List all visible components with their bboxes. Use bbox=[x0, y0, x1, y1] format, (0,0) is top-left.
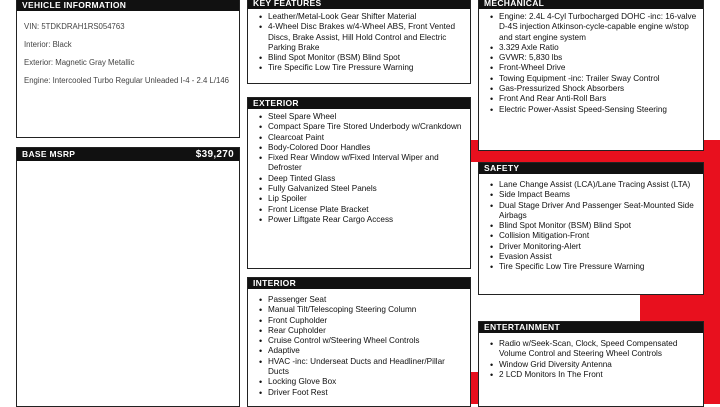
list-item: • Driver Monitoring-Alert bbox=[499, 242, 697, 252]
vin-text: VIN: 5TDKDRAH1RS054763 bbox=[24, 22, 125, 31]
key-features-title: KEY FEATURES bbox=[253, 0, 322, 8]
entertainment-panel bbox=[478, 321, 704, 407]
list-item: • Tire Specific Low Tire Pressure Warning bbox=[268, 63, 464, 73]
interior-header bbox=[248, 278, 470, 289]
list-item: • Tire Specific Low Tire Pressure Warning bbox=[499, 262, 697, 272]
mechanical-panel bbox=[478, 0, 704, 151]
vehicle-information-title: VEHICLE INFORMATION bbox=[22, 0, 127, 10]
interior-title: INTERIOR bbox=[253, 278, 297, 288]
list-item: • Adaptive bbox=[268, 346, 464, 356]
list-item: • Locking Glove Box bbox=[268, 377, 464, 387]
list-item: • Front And Rear Anti-Roll Bars bbox=[499, 94, 697, 104]
list-item: • Towing Equipment -inc: Trailer Sway Control bbox=[499, 74, 697, 84]
list-item: • Engine: 2.4L 4-Cyl Turbocharged DOHC -inc: 16-valve D-4S injection Atkinson-cycle-capable engine w/stop and start engine system bbox=[499, 12, 697, 43]
list-item: • Rear Cupholder bbox=[268, 326, 464, 336]
list-item: • Front License Plate Bracket bbox=[268, 205, 464, 215]
list-item: • Collision Mitigation-Front bbox=[499, 231, 697, 241]
engine-text: Engine: Intercooled Turbo Regular Unleaded I-4 - 2.4 L/146 bbox=[24, 76, 230, 85]
exterior-header bbox=[248, 98, 470, 109]
interior-list bbox=[248, 289, 470, 398]
list-item: • Body-Colored Door Handles bbox=[268, 143, 464, 153]
list-item: • Gas-Pressurized Shock Absorbers bbox=[499, 84, 697, 94]
list-item: • 2 LCD Monitors In The Front bbox=[499, 370, 697, 380]
safety-header bbox=[479, 163, 703, 174]
entertainment-title: ENTERTAINMENT bbox=[484, 322, 560, 332]
entertainment-list bbox=[479, 333, 703, 380]
exterior-color-text: Exterior: Magnetic Gray Metallic bbox=[24, 58, 135, 67]
mechanical-header bbox=[479, 0, 703, 9]
list-item: • Passenger Seat bbox=[268, 295, 464, 305]
list-item: • 4-Wheel Disc Brakes w/4-Wheel ABS, Front Vented Discs, Brake Assist, Hill Hold Control and Electric Parking Brake bbox=[268, 22, 464, 53]
base-msrp-label: BASE MSRP bbox=[22, 149, 76, 159]
exterior-title: EXTERIOR bbox=[253, 98, 299, 108]
key-features-list bbox=[248, 9, 470, 74]
safety-panel bbox=[478, 162, 704, 295]
list-item: • Driver Foot Rest bbox=[268, 388, 464, 398]
list-item: • Front Cupholder bbox=[268, 316, 464, 326]
list-item: • Radio w/Seek-Scan, Clock, Speed Compensated Volume Control and Steering Wheel Controls bbox=[499, 339, 697, 360]
list-item: • GVWR: 5,830 lbs bbox=[499, 53, 697, 63]
base-msrp-panel bbox=[16, 147, 240, 407]
mechanical-list bbox=[479, 9, 703, 115]
list-item: • Evasion Assist bbox=[499, 252, 697, 262]
list-item: • Lane Change Assist (LCA)/Lane Tracing Assist (LTA) bbox=[499, 180, 697, 190]
base-msrp-value: $39,270 bbox=[195, 149, 234, 160]
list-item: • Fully Galvanized Steel Panels bbox=[268, 184, 464, 194]
vehicle-information-panel bbox=[16, 0, 240, 138]
list-item: • Compact Spare Tire Stored Underbody w/Crankdown bbox=[268, 122, 464, 132]
list-item: • Clearcoat Paint bbox=[268, 133, 464, 143]
base-msrp-header bbox=[17, 148, 239, 161]
entertainment-header bbox=[479, 322, 703, 333]
exterior-list bbox=[248, 109, 470, 225]
interior-panel bbox=[247, 277, 471, 407]
list-item: • Fixed Rear Window w/Fixed Interval Wiper and Defroster bbox=[268, 153, 464, 174]
list-item: • HVAC -inc: Underseat Ducts and Headliner/Pillar Ducts bbox=[268, 357, 464, 378]
list-item: • Lip Spoiler bbox=[268, 194, 464, 204]
vehicle-details bbox=[17, 11, 239, 86]
exterior-panel bbox=[247, 97, 471, 269]
list-item: • Manual Tilt/Telescoping Steering Column bbox=[268, 305, 464, 315]
list-item: • Deep Tinted Glass bbox=[268, 174, 464, 184]
safety-list bbox=[479, 174, 703, 273]
interior-color-text: Interior: Black bbox=[24, 40, 72, 49]
key-features-panel bbox=[247, 0, 471, 84]
list-item: • Leather/Metal-Look Gear Shifter Material bbox=[268, 12, 464, 22]
list-item: • 3.329 Axle Ratio bbox=[499, 43, 697, 53]
list-item: • Blind Spot Monitor (BSM) Blind Spot bbox=[499, 221, 697, 231]
list-item: • Power Liftgate Rear Cargo Access bbox=[268, 215, 464, 225]
safety-title: SAFETY bbox=[484, 163, 520, 173]
list-item: • Cruise Control w/Steering Wheel Controls bbox=[268, 336, 464, 346]
list-item: • Electric Power-Assist Speed-Sensing Steering bbox=[499, 105, 697, 115]
list-item: • Steel Spare Wheel bbox=[268, 112, 464, 122]
key-features-header bbox=[248, 0, 470, 9]
vehicle-information-header bbox=[17, 0, 239, 11]
mechanical-title: MECHANICAL bbox=[484, 0, 545, 8]
list-item: • Window Grid Diversity Antenna bbox=[499, 360, 697, 370]
list-item: • Front-Wheel Drive bbox=[499, 63, 697, 73]
list-item: • Blind Spot Monitor (BSM) Blind Spot bbox=[268, 53, 464, 63]
list-item: • Dual Stage Driver And Passenger Seat-Mounted Side Airbags bbox=[499, 201, 697, 222]
list-item: • Side Impact Beams bbox=[499, 190, 697, 200]
